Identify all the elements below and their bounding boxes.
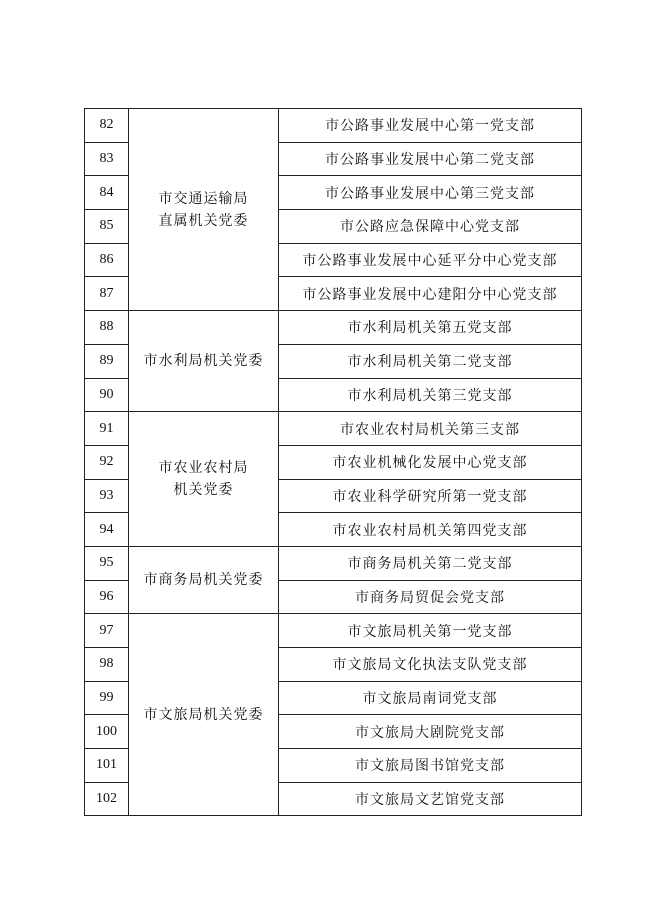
branch-name: 市公路事业发展中心第二党支部 [279,142,582,176]
branch-name: 市文旅局南词党支部 [279,681,582,715]
row-number: 102 [85,782,129,816]
row-number: 93 [85,479,129,513]
row-number: 83 [85,142,129,176]
parent-committee-name: 市文旅局机关党委 [143,706,264,723]
row-number: 94 [85,513,129,547]
branch-name: 市商务局机关第二党支部 [279,546,582,580]
parent-committee-cell [129,412,279,547]
row-number: 97 [85,614,129,648]
table-row [85,311,582,345]
row-number: 99 [85,681,129,715]
branch-name: 市公路事业发展中心第一党支部 [279,109,582,143]
branch-name: 市水利局机关第三党支部 [279,378,582,412]
parent-committee-name: 市交通运输局 [158,190,249,207]
branch-name: 市文旅局大剧院党支部 [279,715,582,749]
table-row [85,412,582,446]
row-number: 84 [85,176,129,210]
row-number: 82 [85,109,129,143]
parent-committee-name: 市农业农村局 [158,460,249,477]
branch-name: 市水利局机关第五党支部 [279,311,582,345]
row-number: 100 [85,715,129,749]
branch-name: 市商务局贸促会党支部 [279,580,582,614]
row-number: 88 [85,311,129,345]
table-body [85,109,582,816]
row-number: 87 [85,277,129,311]
branch-name: 市公路事业发展中心建阳分中心党支部 [279,277,582,311]
parent-committee-name: 机关党委 [173,482,234,499]
row-number: 90 [85,378,129,412]
branch-name: 市公路事业发展中心第三党支部 [279,176,582,210]
branch-name: 市农业农村局机关第四党支部 [279,513,582,547]
row-number: 91 [85,412,129,446]
branch-name: 市农业农村局机关第三支部 [279,412,582,446]
row-number: 98 [85,648,129,682]
branch-name: 市文旅局图书馆党支部 [279,749,582,783]
parent-committee-cell [129,109,279,311]
branch-name: 市文旅局机关第一党支部 [279,614,582,648]
party-branch-table [84,108,582,816]
table-row [85,546,582,580]
parent-committee-cell [129,546,279,613]
parent-committee-cell [129,311,279,412]
parent-committee-name: 市商务局机关党委 [143,572,264,589]
parent-committee-cell [129,614,279,816]
row-number: 86 [85,243,129,277]
branch-name: 市水利局机关第二党支部 [279,344,582,378]
table-row [85,109,582,143]
branch-name: 市文旅局文艺馆党支部 [279,782,582,816]
row-number: 101 [85,749,129,783]
row-number: 96 [85,580,129,614]
branch-name: 市农业科学研究所第一党支部 [279,479,582,513]
row-number: 92 [85,445,129,479]
row-number: 89 [85,344,129,378]
branch-name: 市公路应急保障中心党支部 [279,210,582,244]
branch-name: 市文旅局文化执法支队党支部 [279,648,582,682]
branch-name: 市农业机械化发展中心党支部 [279,445,582,479]
row-number: 85 [85,210,129,244]
table-row [85,614,582,648]
parent-committee-name: 市水利局机关党委 [143,353,264,370]
row-number: 95 [85,546,129,580]
parent-committee-name: 直属机关党委 [158,212,249,229]
branch-name: 市公路事业发展中心延平分中心党支部 [279,243,582,277]
